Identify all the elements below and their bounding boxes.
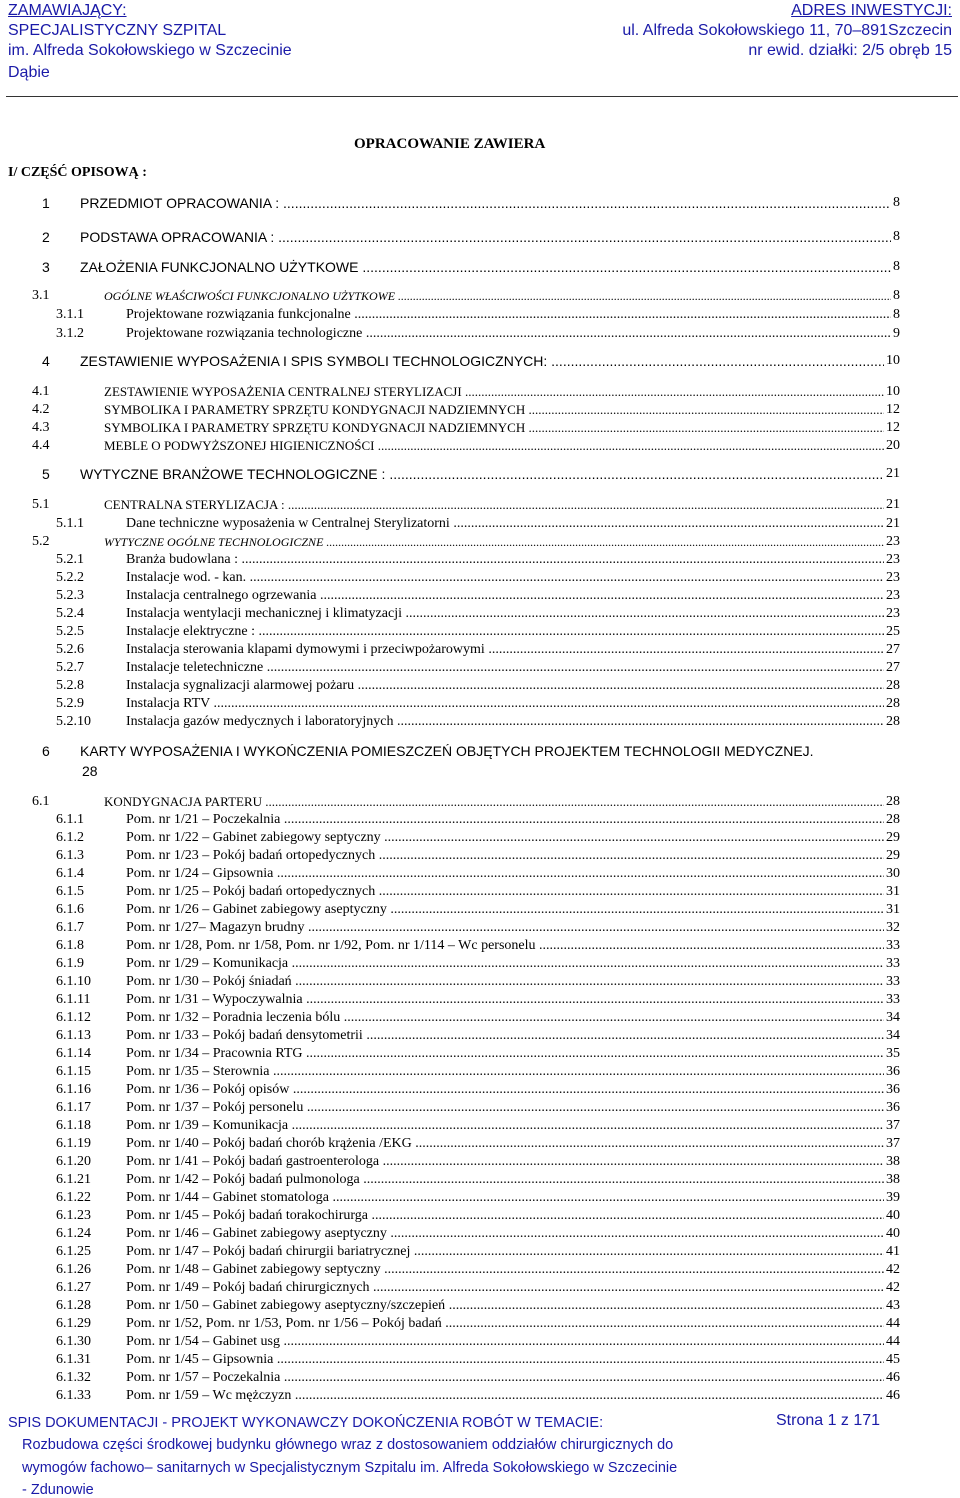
footer-page-indicator: Strona 1 z 171 (776, 1412, 881, 1429)
toc-entry-page: 35 (886, 1046, 900, 1061)
toc-entry[interactable] (42, 228, 900, 246)
toc-entry-page: 28 (886, 812, 900, 827)
toc-entry[interactable] (56, 883, 900, 901)
toc-entry[interactable] (56, 1333, 900, 1351)
toc-entry[interactable] (56, 1243, 900, 1261)
toc-entry-page: 29 (886, 830, 900, 845)
toc-entry-page: 28 (886, 794, 900, 809)
footer-description-line1: Rozbudowa części środkowej budynku głównego wraz z dostosowaniem oddziałów chirurgicznych do (22, 1437, 674, 1453)
toc-entry[interactable] (56, 1351, 900, 1369)
toc-entry-number: 6.1.17 (56, 1100, 91, 1115)
toc-entry-page: 33 (886, 956, 900, 971)
toc-entry-number: 5.1 (32, 497, 50, 512)
toc-entry[interactable] (56, 623, 900, 641)
toc-entry-number: 6.1.25 (56, 1244, 91, 1259)
toc-entry[interactable] (56, 605, 900, 623)
toc-entry[interactable] (42, 194, 900, 212)
toc-entry-number: 4.3 (32, 420, 50, 435)
toc-entry-title: CENTRALNA STERYLIZACJA : ..... (104, 496, 900, 514)
toc-entry-title: Branża budowlana : ..... (126, 551, 900, 569)
toc-entry-number: 5.2.8 (56, 678, 84, 693)
toc-entry-number: 6.1.1 (56, 812, 84, 827)
toc-entry-number: 5 (42, 466, 50, 482)
toc-entry-page: 8 (893, 307, 900, 322)
toc-entry-title: Pom. nr 1/26 – Gabinet zabiegowy aseptyczny ..... (126, 901, 900, 919)
toc-entry-title: Pom. nr 1/29 – Komunikacja ..... (126, 955, 900, 973)
toc-entry-title: SYMBOLIKA I PARAMETRY SPRZĘTU KONDYGNACJI NADZIEMNYCH ..... (104, 419, 900, 437)
toc-entry[interactable] (56, 1261, 900, 1279)
toc-entry[interactable] (42, 352, 900, 370)
toc-entry-page: 31 (886, 902, 900, 917)
toc-entry-title: ZESTAWIENIE WYPOSAŻENIA CENTRALNEJ STERYLIZACJI ..... (104, 383, 900, 401)
toc-entry[interactable] (56, 1297, 900, 1315)
toc-entry-title: Pom. nr 1/21 – Poczekalnia ..... (126, 811, 900, 829)
toc-entry-number: 3 (42, 259, 50, 275)
part-heading: I/ CZĘŚĆ OPISOWĄ : (8, 165, 147, 180)
toc-entry-page: 28 (886, 714, 900, 729)
toc-entry-title: Pom. nr 1/48 – Gabinet zabiegowy septyczny ..... (126, 1261, 900, 1279)
toc-entry[interactable] (56, 677, 900, 695)
toc-entry[interactable] (56, 1387, 900, 1405)
toc-entry-page: 12 (886, 420, 900, 435)
toc-entry-title: Pom. nr 1/57 – Poczekalnia ..... (126, 1369, 900, 1387)
toc-entry-number: 3.1 (32, 288, 50, 303)
toc-entry[interactable] (32, 533, 900, 551)
toc-entry-number: 6.1.9 (56, 956, 84, 971)
toc-entry-page: 41 (886, 1244, 900, 1259)
toc-entry[interactable] (42, 465, 900, 483)
toc-entry[interactable] (56, 1189, 900, 1207)
toc-entry[interactable] (56, 1315, 900, 1333)
toc-entry-number: 5.2.10 (56, 714, 91, 729)
toc-entry-number: 6.1.5 (56, 884, 84, 899)
toc-entry-number: 4.1 (32, 384, 50, 399)
toc-entry[interactable] (56, 937, 900, 955)
toc-entry-title: Pom. nr 1/27– Magazyn brudny ..... (126, 919, 900, 937)
toc-entry-title: Instalacje wod. - kan. ..... (126, 569, 900, 587)
toc-entry-title: KARTY WYPOSAŻENIA I WYKOŃCZENIA POMIESZCZEŃ OBJĘTYCH PROJEKTEM TECHNOLOGII MEDYCZNEJ. (80, 743, 814, 759)
toc-entry-page: 21 (886, 516, 900, 531)
toc-entry-page: 40 (886, 1226, 900, 1241)
toc-entry[interactable] (32, 419, 900, 437)
toc-entry-page: 10 (886, 353, 900, 368)
toc-entry-page: 33 (886, 938, 900, 953)
toc-entry-title: Pom. nr 1/36 – Pokój opisów ..... (126, 1081, 900, 1099)
toc-entry-title: Pom. nr 1/28, Pom. nr 1/58, Pom. nr 1/92, Pom. nr 1/114 – Wc personelu ..... (126, 937, 900, 955)
toc-entry-page: 20 (886, 438, 900, 453)
toc-entry-number: 5.1.1 (56, 516, 84, 531)
footer-description-line2: wymogów fachowo– sanitarnych w Specjalistycznym Szpitalu im. Alfreda Sokołowskiego w Szczecinie (22, 1460, 678, 1476)
toc-entry-title: Instalacja centralnego ogrzewania ..... (126, 587, 900, 605)
toc-entry[interactable] (56, 1117, 900, 1135)
toc-entry[interactable] (56, 1135, 900, 1153)
toc-entry[interactable] (56, 1207, 900, 1225)
toc-entry[interactable] (56, 1171, 900, 1189)
toc-entry-number: 6.1.6 (56, 902, 84, 917)
footer-description-line3: - Zdunowie (22, 1482, 94, 1498)
toc-entry-page: 33 (886, 992, 900, 1007)
toc-entry-number: 5.2.5 (56, 624, 84, 639)
toc-entry[interactable] (56, 569, 900, 587)
toc-entry-title: ZESTAWIENIE WYPOSAŻENIA I SPIS SYMBOLI TECHNOLOGICZNYCH: ..... (80, 352, 900, 370)
toc-entry-title: Instalacja sygnalizacji alarmowej pożaru ..... (126, 677, 900, 695)
toc-entry-number: 4.2 (32, 402, 50, 417)
toc-entry-number: 5.2.2 (56, 570, 84, 585)
toc-entry-number: 6.1.18 (56, 1118, 91, 1133)
toc-entry-title: Instalacja sterowania klapami dymowymi i przeciwpożarowymi ..... (126, 641, 900, 659)
toc-entry[interactable] (56, 1153, 900, 1171)
toc-entry[interactable] (56, 865, 900, 883)
toc-entry[interactable] (56, 325, 900, 343)
toc-entry-title: Pom. nr 1/32 – Poradnia leczenia bólu ..... (126, 1009, 900, 1027)
toc-entry-title: Pom. nr 1/37 – Pokój personelu ..... (126, 1099, 900, 1117)
toc-entry-number: 6.1.13 (56, 1028, 91, 1043)
header-divider (6, 96, 958, 97)
toc-entry-number: 6.1.3 (56, 848, 84, 863)
toc-entry[interactable] (32, 437, 900, 455)
toc-entry-page: 31 (886, 884, 900, 899)
investment-address-label: ADRES INWESTYCJI: (791, 2, 952, 19)
toc-entry-page: 23 (886, 588, 900, 603)
toc-entry-page: 8 (893, 195, 900, 210)
toc-entry-number: 6.1.29 (56, 1316, 91, 1331)
toc-entry-page: 43 (886, 1298, 900, 1313)
toc-entry[interactable] (56, 695, 900, 713)
toc-entry-title: Pom. nr 1/42 – Pokój badań pulmonologa ..... (126, 1171, 900, 1189)
toc-entry-page: 38 (886, 1172, 900, 1187)
investment-plot: nr ewid. działki: 2/5 obręb 15 (748, 42, 952, 59)
toc-entry[interactable] (32, 287, 900, 305)
toc-entry-number: 5.2.9 (56, 696, 84, 711)
toc-entry[interactable] (32, 496, 900, 514)
toc-entry-page: 46 (886, 1388, 900, 1403)
toc-entry-page: 34 (886, 1028, 900, 1043)
toc-entry[interactable] (56, 515, 900, 533)
toc-entry-page: 39 (886, 1190, 900, 1205)
toc-entry[interactable] (32, 401, 900, 419)
toc-entry-title: Dane techniczne wyposażenia w Centralnej Sterylizatorni ..... (126, 515, 900, 533)
toc-entry-title: Pom. nr 1/35 – Sterownia ..... (126, 1063, 900, 1081)
toc-entry-number: 6.1.31 (56, 1352, 91, 1367)
client-address: im. Alfreda Sokołowskiego w Szczecinie (8, 42, 292, 59)
toc-entry-title: WYTYCZNE BRANŻOWE TECHNOLOGICZNE : ..... (80, 465, 900, 483)
toc-entry-number: 6.1.14 (56, 1046, 91, 1061)
toc-entry-title: Instalacja RTV ..... (126, 695, 900, 713)
toc-entry-title: Pom. nr 1/50 – Gabinet zabiegowy aseptyczny/szczepień ..... (126, 1297, 900, 1315)
toc-entry[interactable] (56, 847, 900, 865)
toc-entry[interactable] (56, 551, 900, 569)
toc-entry-title: Projektowane rozwiązania funkcjonalne ..... (126, 306, 900, 324)
toc-entry[interactable] (56, 829, 900, 847)
toc-entry-title: ZAŁOŻENIA FUNKCJONALNO UŻYTKOWE ..... (80, 258, 900, 276)
toc-entry-number: 5.2.7 (56, 660, 84, 675)
toc-entry-page: 34 (886, 1010, 900, 1025)
toc-entry-page: 21 (886, 497, 900, 512)
toc-entry-page: 36 (886, 1082, 900, 1097)
toc-entry-page: 33 (886, 974, 900, 989)
toc-entry-page: 12 (886, 402, 900, 417)
toc-entry-page: 21 (886, 466, 900, 481)
toc-entry-number: 6.1.33 (56, 1388, 91, 1403)
toc-entry[interactable] (56, 919, 900, 937)
toc-entry-title: PODSTAWA OPRACOWANIA : ..... (80, 228, 900, 246)
toc-entry-page: 42 (886, 1280, 900, 1295)
toc-entry-title: Pom. nr 1/59 – Wc mężczyzn ..... (126, 1387, 900, 1405)
toc-entry-page: 8 (893, 288, 900, 303)
toc-entry[interactable] (56, 1369, 900, 1387)
toc-entry-number: 1 (42, 195, 50, 211)
toc-entry-number: 6.1.26 (56, 1262, 91, 1277)
toc-entry-page: 9 (893, 326, 900, 341)
toc-entry[interactable] (42, 258, 900, 276)
toc-entry[interactable] (56, 955, 900, 973)
toc-entry-page: 40 (886, 1208, 900, 1223)
toc-entry-page: 23 (886, 552, 900, 567)
toc-entry[interactable] (56, 306, 900, 324)
toc-entry-page: 42 (886, 1262, 900, 1277)
toc-entry-number: 2 (42, 229, 50, 245)
toc-entry-title: Pom. nr 1/44 – Gabinet stomatologa ..... (126, 1189, 900, 1207)
toc-entry-number: 6.1.15 (56, 1064, 91, 1079)
toc-entry-title: Pom. nr 1/25 – Pokój badań ortopedycznych ..... (126, 883, 900, 901)
toc-entry[interactable] (32, 383, 900, 401)
toc-entry[interactable] (56, 1225, 900, 1243)
toc-entry-title: Pom. nr 1/23 – Pokój badań ortopedycznych ..... (126, 847, 900, 865)
toc-entry-number: 5.2.1 (56, 552, 84, 567)
toc-entry-page: 44 (886, 1334, 900, 1349)
toc-entry-number: 6.1.30 (56, 1334, 91, 1349)
toc-entry-page: 8 (893, 259, 900, 274)
toc-entry-title: OGÓLNE WŁAŚCIWOŚCI FUNKCJONALNO UŻYTKOWE ..... (104, 287, 900, 305)
toc-entry-title: Pom. nr 1/34 – Pracownia RTG ..... (126, 1045, 900, 1063)
toc-entry-title: Instalacje teletechniczne ..... (126, 659, 900, 677)
toc-entry-number: 6.1.2 (56, 830, 84, 845)
footer-project-title: SPIS DOKUMENTACJI - PROJEKT WYKONAWCZY DOKOŃCZENIA ROBÓT W TEMACIE: (8, 1415, 604, 1431)
toc-entry-title: Projektowane rozwiązania technologiczne ..... (126, 325, 900, 343)
toc-entry-number: 6.1.7 (56, 920, 84, 935)
toc-entry[interactable] (56, 1081, 900, 1099)
toc-entry-title: Pom. nr 1/45 – Pokój badań torakochirurga ..... (126, 1207, 900, 1225)
toc-entry-number: 6.1.4 (56, 866, 84, 881)
toc-entry[interactable] (56, 587, 900, 605)
toc-entry-number: 6.1.22 (56, 1190, 91, 1205)
toc-entry-title: Pom. nr 1/45 – Gipsownia ..... (126, 1351, 900, 1369)
toc-entry-number: 4.4 (32, 438, 50, 453)
toc-entry[interactable] (56, 1009, 900, 1027)
toc-entry-page: 45 (886, 1352, 900, 1367)
toc-entry-title: MEBLE O PODWYŻSZONEJ HIGIENICZNOŚCI ..... (104, 437, 900, 455)
client-district: Dąbie (8, 64, 50, 81)
toc-entry-title: Pom. nr 1/49 – Pokój badań chirurgicznych ..... (126, 1279, 900, 1297)
toc-entry-title: Pom. nr 1/54 – Gabinet usg ..... (126, 1333, 900, 1351)
toc-entry-number: 6.1.8 (56, 938, 84, 953)
toc-entry-number: 3.1.2 (56, 326, 84, 341)
toc-entry-page: 37 (886, 1136, 900, 1151)
toc-entry[interactable] (56, 1099, 900, 1117)
toc-entry-number: 6.1.11 (56, 992, 91, 1007)
toc-entry-number: 6.1 (32, 794, 50, 809)
toc-entry[interactable] (42, 742, 900, 779)
toc-entry-page: 38 (886, 1154, 900, 1169)
toc-entry-title: Pom. nr 1/52, Pom. nr 1/53, Pom. nr 1/56 – Pokój badań ..... (126, 1315, 900, 1333)
toc-entry-title: Instalacja gazów medycznych i laboratoryjnych ..... (126, 713, 900, 731)
toc-entry-page: 23 (886, 606, 900, 621)
toc-entry[interactable] (56, 641, 900, 659)
toc-entry[interactable] (56, 811, 900, 829)
toc-entry-title: Pom. nr 1/46 – Gabinet zabiegowy aseptyczny ..... (126, 1225, 900, 1243)
toc-entry-number: 6.1.16 (56, 1082, 91, 1097)
toc-entry-title: Pom. nr 1/40 – Pokój badań chorób krążenia /EKG ..... (126, 1135, 900, 1153)
toc-entry-title: Pom. nr 1/31 – Wypoczywalnia ..... (126, 991, 900, 1009)
toc-entry-page: 28 (886, 678, 900, 693)
toc-entry[interactable] (56, 1027, 900, 1045)
toc-entry-number: 3.1.1 (56, 307, 84, 322)
toc-entry-number: 6.1.12 (56, 1010, 91, 1025)
toc-entry-page: 25 (886, 624, 900, 639)
toc-entry-title: Pom. nr 1/41 – Pokój badań gastroenterologa ..... (126, 1153, 900, 1171)
toc-entry-number: 6.1.21 (56, 1172, 91, 1187)
investment-street: ul. Alfreda Sokołowskiego 11, 70–891Szczecin (622, 22, 952, 39)
toc-entry-page: 37 (886, 1118, 900, 1133)
toc-entry-page: 10 (886, 384, 900, 399)
toc-entry-number: 6.1.28 (56, 1298, 91, 1313)
toc-entry-title: SYMBOLIKA I PARAMETRY SPRZĘTU KONDYGNACJI NADZIEMNYCH ..... (104, 401, 900, 419)
toc-entry-number: 6.1.23 (56, 1208, 91, 1223)
toc-entry-title: Pom. nr 1/30 – Pokój śniadań ..... (126, 973, 900, 991)
toc-entry-page: 46 (886, 1370, 900, 1385)
toc-entry-page: 30 (886, 866, 900, 881)
page-title: OPRACOWANIE ZAWIERA (354, 136, 546, 152)
toc-entry-title: Pom. nr 1/47 – Pokój badań chirurgii bariatrycznej ..... (126, 1243, 900, 1261)
toc-entry-page: 27 (886, 642, 900, 657)
toc-entry-page: 36 (886, 1100, 900, 1115)
toc-entry-title: Instalacja wentylacji mechanicznej i klimatyzacji ..... (126, 605, 900, 623)
client-label: ZAMAWIAJĄCY: (8, 2, 127, 19)
toc-entry-page: 28 (886, 696, 900, 711)
toc-entry-title: WYTYCZNE OGÓLNE TECHNOLOGICZNE ..... (104, 533, 900, 551)
toc-entry-title: PRZEDMIOT OPRACOWANIA : ..... (80, 194, 900, 212)
toc-entry-page: 29 (886, 848, 900, 863)
toc-entry-title: KONDYGNACJA PARTERU ..... (104, 793, 900, 811)
toc-entry[interactable] (56, 901, 900, 919)
toc-entry-title: Pom. nr 1/22 – Gabinet zabiegowy septyczny ..... (126, 829, 900, 847)
toc-entry-number: 5.2.4 (56, 606, 84, 621)
toc-entry[interactable] (56, 1279, 900, 1297)
toc-entry-number: 6.1.24 (56, 1226, 91, 1241)
toc-entry[interactable] (56, 1045, 900, 1063)
toc-entry-title: Instalacje elektryczne : ..... (126, 623, 900, 641)
toc-entry-number: 6.1.19 (56, 1136, 91, 1151)
toc-entry-page: 23 (886, 534, 900, 549)
toc-entry-number: 6.1.27 (56, 1280, 91, 1295)
toc-entry-number: 4 (42, 353, 50, 369)
toc-entry-title: Pom. nr 1/33 – Pokój badań densytometrii ..... (126, 1027, 900, 1045)
toc-entry-title: Pom. nr 1/39 – Komunikacja ..... (126, 1117, 900, 1135)
toc-entry-number: 6.1.32 (56, 1370, 91, 1385)
toc-entry[interactable] (56, 991, 900, 1009)
client-name: SPECJALISTYCZNY SZPITAL (8, 22, 227, 39)
toc-entry-page: 36 (886, 1064, 900, 1079)
toc-entry-page: 28 (82, 763, 98, 779)
toc-entry-number: 5.2 (32, 534, 50, 549)
toc-entry-number: 5.2.6 (56, 642, 84, 657)
toc-entry-page: 27 (886, 660, 900, 675)
toc-entry[interactable] (56, 1063, 900, 1081)
toc-entry-page: 8 (893, 229, 900, 244)
toc-entry-page: 32 (886, 920, 900, 935)
toc-entry-number: 5.2.3 (56, 588, 84, 603)
toc-entry[interactable] (56, 659, 900, 677)
toc-entry-page: 23 (886, 570, 900, 585)
toc-entry[interactable] (56, 713, 900, 731)
toc-entry-page: 44 (886, 1316, 900, 1331)
toc-entry-title: Pom. nr 1/24 – Gipsownia ..... (126, 865, 900, 883)
toc-entry[interactable] (56, 973, 900, 991)
toc-entry-number: 6.1.10 (56, 974, 91, 989)
toc-entry[interactable] (32, 793, 900, 811)
toc-entry-number: 6.1.20 (56, 1154, 91, 1169)
toc-entry-number: 6 (42, 743, 50, 759)
